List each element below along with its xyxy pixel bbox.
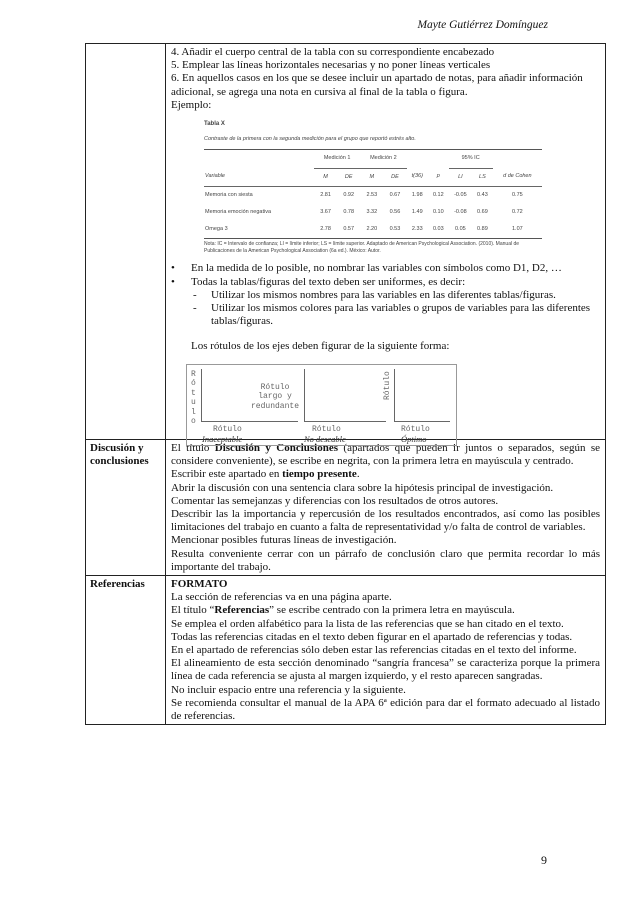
cell: 1.98 [411, 191, 423, 198]
cell: 0.05 [449, 221, 473, 239]
col-header: LS [472, 168, 493, 186]
y-axis [394, 369, 395, 421]
list-item: - Utilizar los mismos colores para las variables o grupos de variables para las diferentes tablas/figuras. [191, 302, 600, 328]
cell: 2.53 [366, 191, 378, 198]
cell: 2.78 [314, 221, 337, 239]
bold-text: Discusión y Conclusiones [214, 442, 339, 454]
discussion-cell [166, 440, 605, 575]
col-header: d de Cohen [493, 168, 542, 186]
references-line [171, 604, 600, 617]
cell: 2.81 [320, 191, 331, 198]
x-label-3: Rótulo [401, 424, 430, 434]
references-line: El alineamiento de esta sección denominado “sangría francesa” se caracteriza porque la primera línea de cada referencia se ajusta al margen izquierdo, y el resto aparecen sangradas. [171, 657, 600, 683]
cell: 1.49 [411, 209, 423, 216]
bold-text: tiempo presente [282, 468, 357, 481]
col-header: LI [449, 168, 473, 186]
references-line: Todas las referencias citadas en el texto deben figurar en el apartado de referencias y todas. [171, 630, 573, 643]
cell: Memoria con siesta [205, 191, 253, 198]
references-line: En el apartado de referencias sólo deben estar las referencias citadas en el texto del informe. [171, 644, 577, 657]
table-row-references [86, 575, 605, 724]
caption-no-deseable: No deseable [304, 433, 346, 444]
cell: -0.05 [454, 191, 467, 198]
col-header: M [314, 168, 337, 186]
table-row-discussion [86, 439, 605, 575]
letter: l [191, 407, 196, 417]
example-label: Ejemplo: [171, 98, 212, 111]
caption-optimo: Óptimo [401, 433, 427, 444]
cell: 3.32 [366, 209, 378, 216]
list-item: - Utilizar los mismos nombres para las variables en las diferentes tablas/figuras. [191, 289, 600, 302]
cell: 0.75 [511, 191, 523, 198]
text: El título “ [171, 604, 215, 617]
discussion-line: Comentar las semejanzas y diferencias con los resultados de otros autores. [171, 494, 499, 507]
vertical-letter-label [191, 370, 196, 427]
col-header: DE [383, 168, 406, 186]
table-group-header [204, 150, 542, 168]
cell: 0.89 [472, 221, 493, 239]
label-line: Rótulo [260, 382, 290, 392]
cell: 3.67 [320, 209, 331, 216]
example-data-table [204, 149, 542, 239]
content-table [85, 43, 606, 725]
cell: 0.69 [477, 209, 488, 216]
caption-inacceptable: Inaceptable [202, 433, 243, 444]
col-header: Variable [204, 168, 314, 186]
table-row [86, 44, 605, 444]
example-table-subtitle: Contraste de la primera con la segunda medición para el grupo que reportó estrés alto. [204, 136, 416, 143]
x-axis [201, 421, 298, 422]
text: (apartados que pueden ir juntos o separados, según se considere conveniente), se escribe en negrita, con la primera letra en mayúscula y centrado. [171, 442, 600, 468]
list-item: • En la medida de lo posible, no nombrar las variables con símbolos como D1, D2, … [171, 262, 600, 275]
cell: 0.92 [343, 191, 355, 198]
label-line: redundante [251, 401, 300, 411]
letter: ó [191, 379, 196, 389]
bullet-list [171, 262, 600, 288]
references-label: Referencias [86, 576, 166, 724]
cell: 0.56 [389, 209, 401, 216]
list-item: • Todas la tablas/figuras del texto deben ser uniformes, es decir: [171, 276, 600, 289]
page-number: 9 [541, 853, 547, 867]
text: El título [171, 442, 215, 454]
references-line: Se recomienda consultar el manual de la APA 6ª edición para dar el formato adecuado al listado de referencias. [171, 696, 600, 723]
ci-header: 95% IC [449, 150, 493, 168]
y-axis [201, 369, 202, 421]
text: Escribir este apartado en [171, 468, 283, 481]
references-heading: FORMATO [171, 578, 228, 591]
x-axis [394, 421, 450, 422]
letter: u [191, 398, 196, 408]
letter: t [191, 388, 196, 398]
cell: 0.53 [383, 221, 406, 239]
references-line: Se emplea el orden alfabético para la lista de las referencias que se han citado en el texto. [171, 617, 564, 630]
cell: Memoria emoción negativa [205, 209, 272, 216]
cell: Omega 3 [204, 221, 314, 239]
example-table-note: Nota: IC = Intervalo de confianza; LI = límite inferior; LS = límite superior. Adaptado de American Psychological Association. (2010). Manual de Publicaciones de la American Psychological Association (6a ed.). México: Autor. [204, 241, 520, 254]
step-4: 4. Añadir el cuerpo central de la tabla con su correspondiente encabezado [171, 46, 495, 58]
apa-example-table [204, 118, 542, 254]
discussion-line: Resulta conveniente cerrar con un párrafo de conclusión claro que permita recordar lo más importante del trabajo. [171, 547, 600, 573]
table-column-header [204, 168, 542, 186]
references-line: No incluir espacio entre una referencia y la siguiente. [171, 683, 406, 696]
row-label-empty [86, 44, 166, 439]
y-axis [304, 369, 305, 421]
cell: 2.33 [407, 221, 429, 239]
discussion-label: Discusión y conclusiones [86, 440, 166, 575]
step-6: 6. En aquellos casos en los que se desee incluir un apartado de notas, para añadir información adicional, se agrega una nota en cursiva al final de la tabla o figura. [171, 72, 583, 98]
discussion-p2 [171, 468, 600, 481]
table-row [204, 204, 542, 221]
cell: 0.43 [477, 191, 488, 198]
x-label-1: Rótulo [213, 424, 242, 434]
col-header: M [360, 168, 383, 186]
step-5: 5. Emplear las líneas horizontales necesarias y no poner líneas verticales [171, 59, 491, 72]
cell: 1.07 [493, 221, 542, 239]
discussion-line: Mencionar posibles futuras líneas de investigación. [171, 534, 397, 547]
letter: o [191, 417, 196, 427]
cell: 0.12 [432, 191, 444, 198]
references-line: La sección de referencias va en una página aparte. [171, 591, 392, 604]
cell: 0.72 [511, 209, 523, 216]
dash-list [171, 289, 600, 329]
cell: 0.78 [343, 209, 355, 216]
cell: 0.03 [428, 221, 449, 239]
example-table-title: Tabla X [204, 121, 225, 128]
cell: 2.20 [360, 221, 383, 239]
cell: 0.10 [432, 209, 444, 216]
axes-label-figure [186, 364, 457, 446]
intro-cell [166, 44, 605, 444]
label-line: largo y [258, 392, 292, 402]
bold-text: Referencias [214, 604, 270, 617]
group1-header: Medición 1 [314, 150, 360, 168]
discussion-line: Abrir la discusión con una sentencia clara sobre la hipótesis principal de investigación. [171, 481, 554, 494]
long-axis-label [251, 383, 299, 412]
x-axis [304, 421, 386, 422]
letter: R [191, 369, 196, 379]
cell: -0.08 [454, 209, 467, 216]
table-row [204, 186, 542, 204]
discussion-line: Describir las la importancia y repercusión de los resultados encontrados, así como las posibles limitaciones del trabajo en cuanto a falta de representatividad y/o falta de control de variables. [171, 508, 600, 534]
cell: 0.57 [337, 221, 360, 239]
axes-intro: Los rótulos de los ejes deben figurar de la siguiente forma: [191, 340, 450, 353]
text: ” se escribe centrado con la primera letra en mayúscula. [269, 604, 515, 617]
col-header: DE [337, 168, 360, 186]
rotated-y-label: Rótulo [382, 370, 392, 400]
col-header: p [428, 168, 449, 186]
author-header: Mayte Gutiérrez Domínguez [417, 19, 548, 31]
group2-header: Medición 2 [360, 150, 406, 168]
table-row [204, 221, 542, 239]
discussion-p1 [171, 442, 600, 468]
x-label-2: Rótulo [312, 424, 341, 434]
text: . [356, 468, 360, 481]
references-cell [166, 576, 605, 724]
col-header: t(36) [407, 168, 429, 186]
cell: 0.67 [389, 191, 401, 198]
